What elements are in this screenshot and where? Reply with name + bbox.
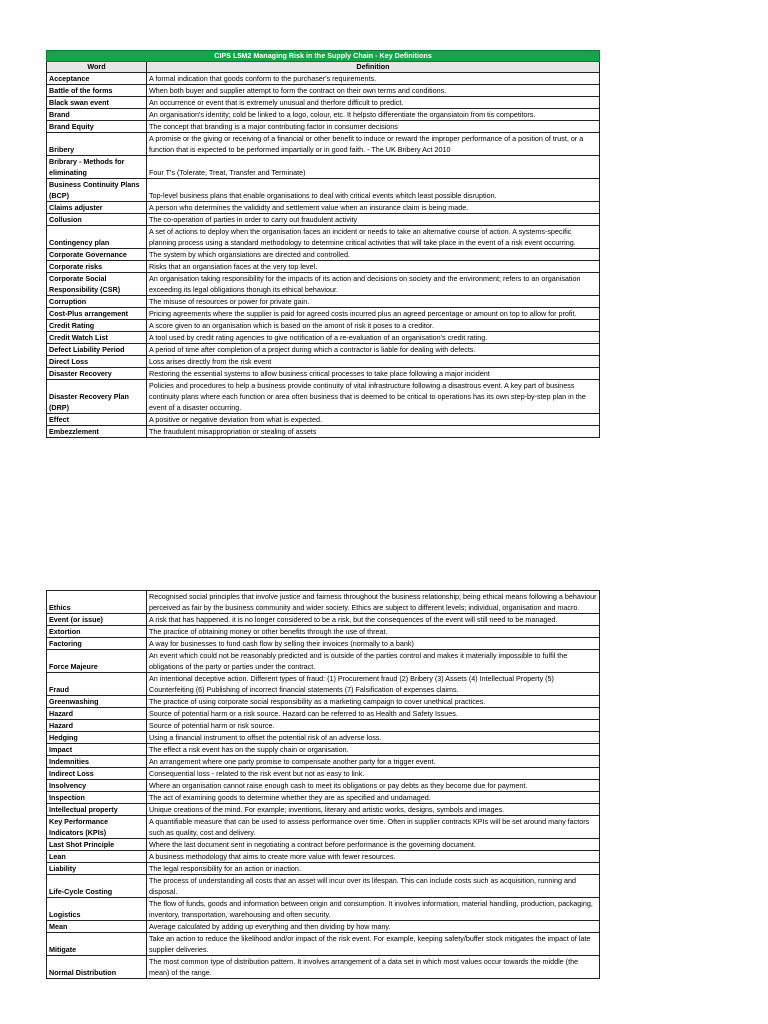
definition-cell: Using a financial instrument to offset the potential risk of an adverse loss.	[147, 732, 600, 744]
definition-cell: An organisation taking responsibility for the impacts of its action and decisions on society and the environment; refers to an organisation exceeding its legal obligations thorugh its ethical behaviour.	[147, 273, 600, 296]
definition-cell: The practice of obtaining money or other benefits through the use of threat.	[147, 626, 600, 638]
term-cell: Corporate risks	[47, 261, 147, 273]
table-row	[47, 226, 600, 249]
definition-cell: Consequential loss - related to the risk event but not as easy to link.	[147, 768, 600, 780]
definition-cell: The flow of funds, goods and information between origin and consumption. It involves information, material handling, production, packaging, inventory, transportation, warehousing and often security.	[147, 898, 600, 921]
definition-cell: The practice of using corporate social responsibility as a marketing campaign to cover unethical practices.	[147, 696, 600, 708]
table-row	[47, 332, 600, 344]
term-cell: Credit Rating	[47, 320, 147, 332]
table-row	[47, 109, 600, 121]
title-row	[47, 51, 600, 62]
term-cell: Life-Cycle Costing	[47, 875, 147, 898]
term-cell: Liability	[47, 863, 147, 875]
term-cell: Disaster Recovery Plan (DRP)	[47, 380, 147, 414]
definition-cell: Recognised social principles that involve justice and fairness throughout the business relationship; being ethical means following a behaviour perceived as fair by the business community and wider society. Ethics are subject to different levels; individual, organisation and macro.	[147, 591, 600, 614]
table-row	[47, 249, 600, 261]
table-row	[47, 368, 600, 380]
table-row	[47, 780, 600, 792]
definition-cell: The system by which organsiations are directed and controlled.	[147, 249, 600, 261]
word-header: Word	[47, 62, 147, 73]
table-row	[47, 792, 600, 804]
definition-cell: Loss arises directly from the risk event	[147, 356, 600, 368]
table-row	[47, 97, 600, 109]
definition-cell: Source of potential harm or a risk source. Hazard can be referred to as Health and Safety Issues.	[147, 708, 600, 720]
table-row	[47, 179, 600, 202]
term-cell: Battle of the forms	[47, 85, 147, 97]
table-row	[47, 214, 600, 226]
definition-cell: An event which could not be reasonably predicted and is outside of the parties control and makes it materially impossible to fulfil the obligations of the party or parties under the contract.	[147, 650, 600, 673]
table-row	[47, 851, 600, 863]
definition-cell: The misuse of resources or power for private gain.	[147, 296, 600, 308]
term-cell: Black swan event	[47, 97, 147, 109]
term-cell: Acceptance	[47, 73, 147, 85]
term-cell: Business Continuity Plans (BCP)	[47, 179, 147, 202]
table-row	[47, 804, 600, 816]
table-row	[47, 756, 600, 768]
term-cell: Insolvency	[47, 780, 147, 792]
definition-cell: Top-level business plans that enable organisations to deal with critical events whitch least possible disruption.	[147, 179, 600, 202]
definition-cell: A quantifiable measure that can be used to assess performance over time. Often in supplier contracts KPIs will be set around many factors such as quality, cost and delivery.	[147, 816, 600, 839]
table-row	[47, 875, 600, 898]
term-cell: Normal Distribution	[47, 956, 147, 979]
definition-cell: Risks that an organsiation faces at the very top level.	[147, 261, 600, 273]
table-row	[47, 816, 600, 839]
table-row	[47, 626, 600, 638]
table-1-body	[47, 73, 600, 438]
definition-cell: A promise or the giving or receiving of a financial or other benefit to induce or reward the improper performance of a position of trust, or a function that is expected to be performed impartially or in good faith. - The UK Bribery Act 2010	[147, 133, 600, 156]
table-row	[47, 732, 600, 744]
term-cell: Logistics	[47, 898, 147, 921]
table-row	[47, 133, 600, 156]
term-cell: Indirect Loss	[47, 768, 147, 780]
table-row	[47, 296, 600, 308]
term-cell: Claims adjuster	[47, 202, 147, 214]
definition-cell: A person who determines the valididty and settlement value when an insurance claim is being made.	[147, 202, 600, 214]
term-cell: Effect	[47, 414, 147, 426]
table-row	[47, 121, 600, 133]
table-row	[47, 650, 600, 673]
definition-cell: The concept that branding is a major contributing factor in consumer decisions	[147, 121, 600, 133]
table-row	[47, 426, 600, 438]
table-row	[47, 202, 600, 214]
term-cell: Corporate Governance	[47, 249, 147, 261]
term-cell: Mitigate	[47, 933, 147, 956]
definition-cell: An arrangement where one party promise to compensate another party for a trigger event.	[147, 756, 600, 768]
table-row	[47, 273, 600, 296]
term-cell: Brand	[47, 109, 147, 121]
term-cell: Fraud	[47, 673, 147, 696]
term-cell: Corporate Social Responsibility (CSR)	[47, 273, 147, 296]
definition-cell: The legal responsibility for an action or inaction.	[147, 863, 600, 875]
table-row	[47, 708, 600, 720]
definition-cell: An intentional deceptive action. Different types of fraud: (1) Procurement fraud (2) Bribery (3) Assets (4) Intellectual Property (5) Counterfeiting (6) Publishing of incorrect financial statements (7) Falsification of expenses claims.	[147, 673, 600, 696]
term-cell: Hazard	[47, 720, 147, 732]
term-cell: Brand Equity	[47, 121, 147, 133]
term-cell: Hedging	[47, 732, 147, 744]
table-row	[47, 863, 600, 875]
table-row	[47, 638, 600, 650]
definition-cell: A positive or negative deviation from what is expected.	[147, 414, 600, 426]
definition-cell: A score given to an organisation which is based on the amont of risk it poses to a creditor.	[147, 320, 600, 332]
term-cell: Event (or issue)	[47, 614, 147, 626]
table-row	[47, 673, 600, 696]
term-cell: Credit Watch List	[47, 332, 147, 344]
table-row	[47, 156, 600, 179]
term-cell: Greenwashing	[47, 696, 147, 708]
definition-cell: Average calculated by adding up everything and then dividing by how many.	[147, 921, 600, 933]
definition-cell: The co-operation of parties in order to carry out fraudulent activity	[147, 214, 600, 226]
term-cell: Impact	[47, 744, 147, 756]
table-row	[47, 308, 600, 320]
definition-cell: When both buyer and supplier attempt to form the contract on their own terms and conditions.	[147, 85, 600, 97]
definition-cell: Source of potential harm or risk source.	[147, 720, 600, 732]
definition-cell: Unique creations of the mind. For example; inventions, literary and artistic works, designs, symbols and images.	[147, 804, 600, 816]
definition-cell: Four T's (Tolerate, Treat, Transfer and Terminate)	[147, 156, 600, 179]
table-row	[47, 344, 600, 356]
table-row	[47, 921, 600, 933]
definition-cell: Where the last document sent in negotiating a contract before performance is the governing document.	[147, 839, 600, 851]
table-2-body	[47, 591, 600, 979]
definition-cell: A set of actions to deploy when the organisation faces an incident or needs to take an alternative course of action. A systems-specific planning process using a standard methodology to determine critical activities that will take place in the event of a risk event occurring.	[147, 226, 600, 249]
definition-cell: A risk that has happened. it is no longer considered to be a risk, but the consequences of the event will still need to be managed.	[147, 614, 600, 626]
term-cell: Bribrary - Methods for eliminating	[47, 156, 147, 179]
table-row	[47, 768, 600, 780]
table-row	[47, 614, 600, 626]
definition-cell: The process of understanding all costs that an asset will incur over its lifespan. This can include costs such as acquisition, running and disposal.	[147, 875, 600, 898]
table-row	[47, 956, 600, 979]
definition-cell: Pricing agreements where the supplier is paid for agreed costs incurred plus an agreed percentage or amount on top to allow for profit.	[147, 308, 600, 320]
table-row	[47, 839, 600, 851]
table-row	[47, 744, 600, 756]
table-row	[47, 720, 600, 732]
definition-cell: Take an action to reduce the likelihood and/or impact of the risk event. For example, keeping safety/buffer stock mitigates the impact of late supplier deliveries.	[147, 933, 600, 956]
term-cell: Force Majeure	[47, 650, 147, 673]
definition-cell: The fraudulent misappropriation or stealing of assets	[147, 426, 600, 438]
term-cell: Cost-Plus arrangement	[47, 308, 147, 320]
term-cell: Contingency plan	[47, 226, 147, 249]
table-row	[47, 356, 600, 368]
term-cell: Direct Loss	[47, 356, 147, 368]
term-cell: Indemnities	[47, 756, 147, 768]
definitions-table-1	[46, 50, 600, 438]
definition-cell: The effect a risk event has on the supply chain or organisation.	[147, 744, 600, 756]
table-row	[47, 696, 600, 708]
term-cell: Defect Liability Period	[47, 344, 147, 356]
definition-cell: An occurrence or event that is extremely unusual and therfore difficult to predict.	[147, 97, 600, 109]
definition-cell: The most common type of distribution pattern. It involves arrangement of a data set in which most values occur towards the middle (the mean) of the range.	[147, 956, 600, 979]
table-row	[47, 380, 600, 414]
term-cell: Factoring	[47, 638, 147, 650]
definition-cell: A formal indication that goods conform to the purchaser's requirements.	[147, 73, 600, 85]
term-cell: Last Shot Principle	[47, 839, 147, 851]
definition-cell: A tool used by credit rating agencies to give notification of a re-evaluation of an organisation's credit rating.	[147, 332, 600, 344]
term-cell: Mean	[47, 921, 147, 933]
term-cell: Hazard	[47, 708, 147, 720]
term-cell: Disaster Recovery	[47, 368, 147, 380]
term-cell: Key Performance Indicators (KPIs)	[47, 816, 147, 839]
term-cell: Corruption	[47, 296, 147, 308]
definition-cell: Restoring the essential systems to allow business critical processes to take place following a major incident	[147, 368, 600, 380]
table-row	[47, 73, 600, 85]
term-cell: Collusion	[47, 214, 147, 226]
definitions-table-2	[46, 590, 600, 979]
header-row	[47, 62, 600, 73]
table-row	[47, 591, 600, 614]
sheet-title: CIPS L5M2 Managing Risk in the Supply Chain - Key Definitions	[47, 51, 600, 62]
term-cell: Inspection	[47, 792, 147, 804]
definition-cell: A way for businesses to fund cash flow by selling their invoices (normally to a bank)	[147, 638, 600, 650]
table-row	[47, 85, 600, 97]
term-cell: Ethics	[47, 591, 147, 614]
term-cell: Embezzlement	[47, 426, 147, 438]
table-row	[47, 261, 600, 273]
table-row	[47, 898, 600, 921]
definition-cell: A business methodology that aims to create more value with fewer resources.	[147, 851, 600, 863]
term-cell: Intellectual property	[47, 804, 147, 816]
table-row	[47, 414, 600, 426]
definition-cell: The act of examining goods to determine whether they are as specified and undamaged.	[147, 792, 600, 804]
definition-cell: A period of time after completion of a project during which a contractor is liable for dealing with defects.	[147, 344, 600, 356]
table-row	[47, 320, 600, 332]
term-cell: Bribery	[47, 133, 147, 156]
definition-cell: Policies and procedures to help a business provide continuity of vital infrastructure following a disastrous event. A key part of business continuity plans where each function or area often business that is deemed to be critical to operations has its own step-by-step plan in the event of a disaster occurring.	[147, 380, 600, 414]
definition-cell: Where an organisation cannot raise enough cash to meet its obligations or pay debts as they become due for payment.	[147, 780, 600, 792]
definition-header: Definition	[147, 62, 600, 73]
definition-cell: An organisation's identity; cold be linked to a logo, colour, etc. It helpsto differentiate the organsiatoin from tis competitors.	[147, 109, 600, 121]
term-cell: Extortion	[47, 626, 147, 638]
table-row	[47, 933, 600, 956]
term-cell: Lean	[47, 851, 147, 863]
